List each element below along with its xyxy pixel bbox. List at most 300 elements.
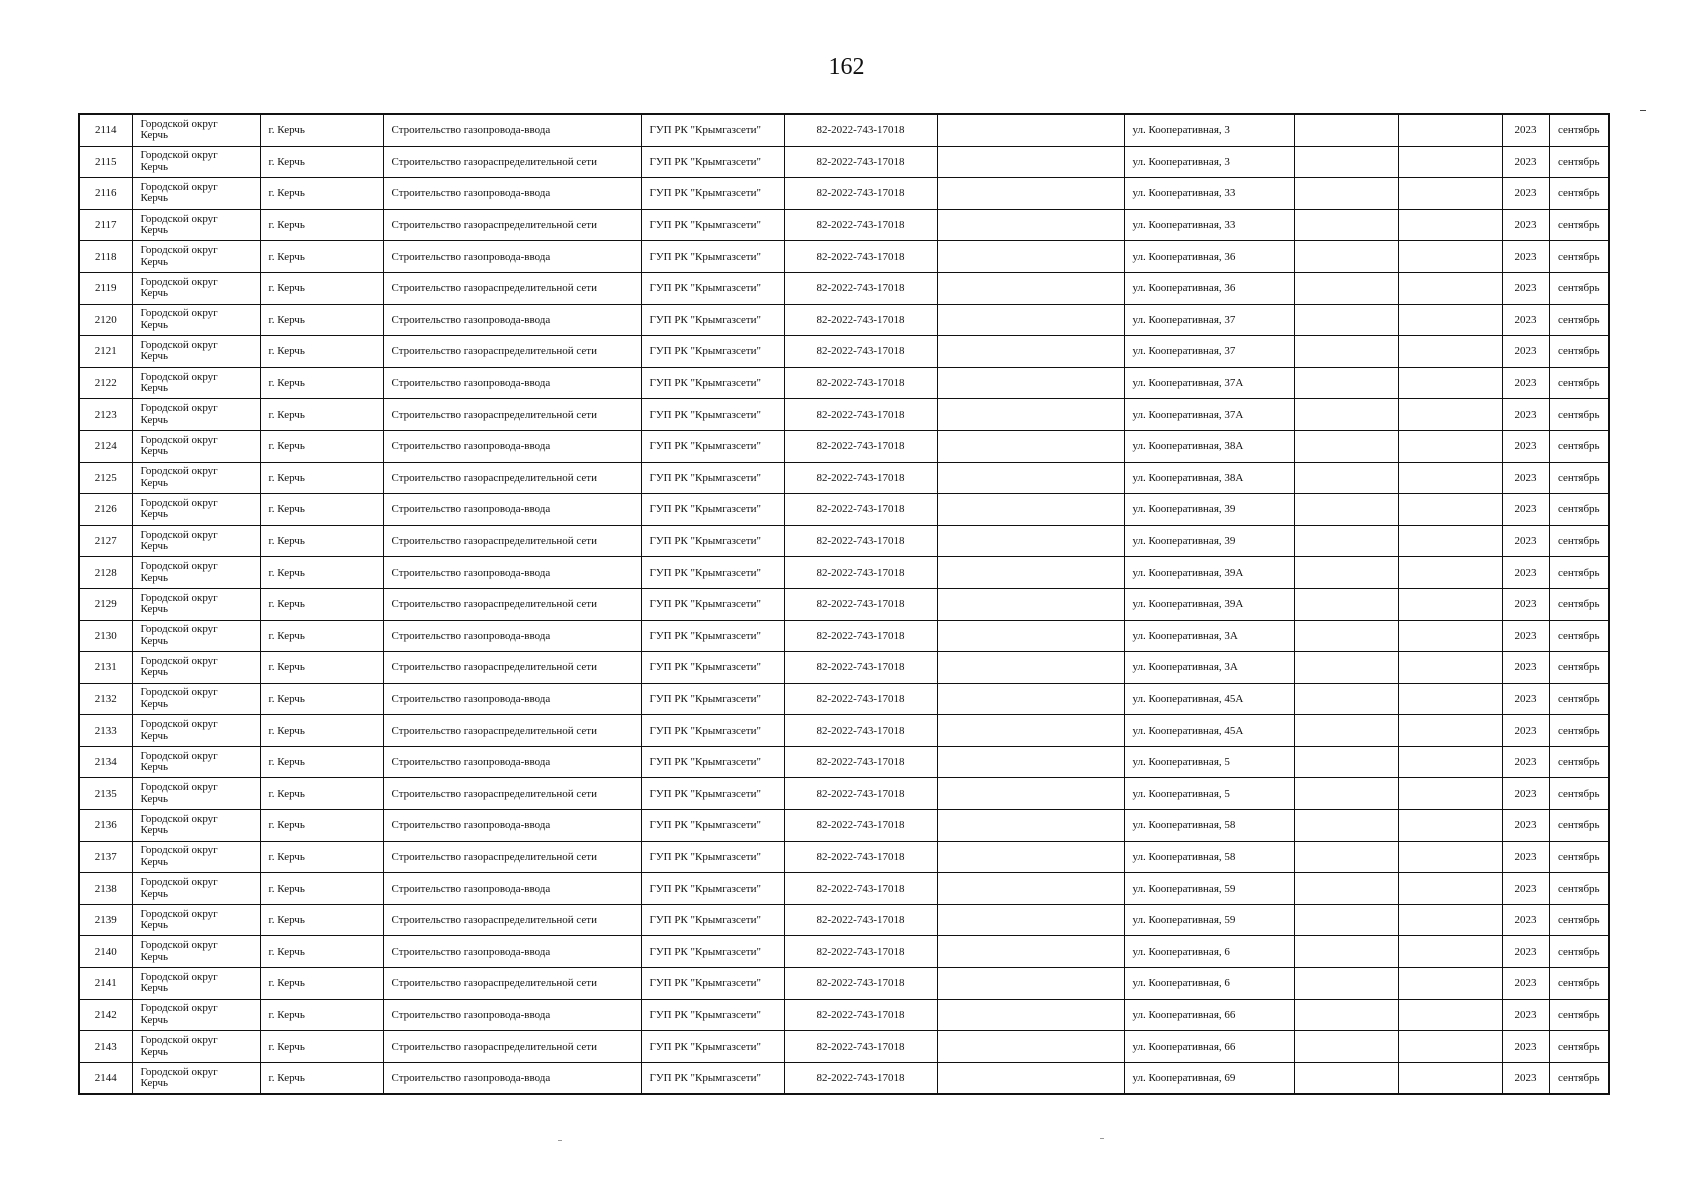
scan-speck bbox=[1640, 110, 1646, 111]
district-cell bbox=[132, 367, 260, 399]
row-number-cell: 2130 bbox=[79, 620, 132, 652]
empty-cell bbox=[937, 588, 1124, 620]
row-number-cell: 2119 bbox=[79, 272, 132, 304]
month-cell: сентябрь bbox=[1549, 114, 1609, 146]
row-number-cell: 2142 bbox=[79, 999, 132, 1031]
empty-cell bbox=[1294, 336, 1398, 368]
table-row bbox=[79, 1031, 1609, 1063]
address-cell: ул. Кооперативная, 39 bbox=[1124, 525, 1294, 557]
organization-cell: ГУП РК "Крымгазсети" bbox=[641, 841, 784, 873]
district-text: Городской округ Керчь bbox=[140, 496, 218, 521]
district-text: Городской округ Керчь bbox=[140, 402, 218, 426]
address-cell: ул. Кооперативная, 37 bbox=[1124, 336, 1294, 368]
month-cell: сентябрь bbox=[1549, 683, 1609, 715]
empty-cell bbox=[1294, 146, 1398, 178]
year-cell: 2023 bbox=[1502, 778, 1549, 810]
organization-cell: ГУП РК "Крымгазсети" bbox=[641, 399, 784, 431]
district-cell bbox=[132, 810, 260, 842]
district-text: Городской округ Керчь bbox=[140, 907, 218, 932]
month-cell: сентябрь bbox=[1549, 525, 1609, 557]
month-cell: сентябрь bbox=[1549, 999, 1609, 1031]
organization-cell: ГУП РК "Крымгазсети" bbox=[641, 652, 784, 684]
empty-cell bbox=[1294, 1031, 1398, 1063]
empty-cell bbox=[1398, 114, 1502, 146]
organization-cell: ГУП РК "Крымгазсети" bbox=[641, 936, 784, 968]
year-cell: 2023 bbox=[1502, 1031, 1549, 1063]
month-cell: сентябрь bbox=[1549, 336, 1609, 368]
year-cell: 2023 bbox=[1502, 336, 1549, 368]
year-cell: 2023 bbox=[1502, 178, 1549, 210]
empty-cell bbox=[1398, 841, 1502, 873]
district-cell bbox=[132, 999, 260, 1031]
work-type-cell: Строительство газопровода-ввода bbox=[383, 999, 641, 1031]
city-cell: г. Керчь bbox=[260, 494, 383, 526]
year-cell: 2023 bbox=[1502, 146, 1549, 178]
empty-cell bbox=[1294, 557, 1398, 589]
table-row bbox=[79, 272, 1609, 304]
district-text: Городской округ Керчь bbox=[140, 876, 218, 900]
city-cell: г. Керчь bbox=[260, 620, 383, 652]
registry-code-cell: 82-2022-743-17018 bbox=[784, 272, 937, 304]
empty-cell bbox=[937, 272, 1124, 304]
month-cell: сентябрь bbox=[1549, 778, 1609, 810]
work-type-cell: Строительство газопровода-ввода bbox=[383, 1062, 641, 1094]
address-cell: ул. Кооперативная, 36 bbox=[1124, 272, 1294, 304]
empty-cell bbox=[937, 399, 1124, 431]
empty-cell bbox=[937, 968, 1124, 1000]
organization-cell: ГУП РК "Крымгазсети" bbox=[641, 272, 784, 304]
organization-cell: ГУП РК "Крымгазсети" bbox=[641, 178, 784, 210]
address-cell: ул. Кооперативная, 37 bbox=[1124, 304, 1294, 336]
city-cell: г. Керчь bbox=[260, 652, 383, 684]
address-cell: ул. Кооперативная, 33 bbox=[1124, 178, 1294, 210]
empty-cell bbox=[1294, 304, 1398, 336]
city-cell: г. Керчь bbox=[260, 399, 383, 431]
row-number-cell: 2140 bbox=[79, 936, 132, 968]
work-type-cell: Строительство газораспределительной сети bbox=[383, 462, 641, 494]
year-cell: 2023 bbox=[1502, 746, 1549, 778]
empty-cell bbox=[1398, 272, 1502, 304]
month-cell: сентябрь bbox=[1549, 367, 1609, 399]
empty-cell bbox=[1398, 557, 1502, 589]
district-cell bbox=[132, 841, 260, 873]
month-cell: сентябрь bbox=[1549, 904, 1609, 936]
empty-cell bbox=[937, 494, 1124, 526]
table-row bbox=[79, 525, 1609, 557]
month-cell: сентябрь bbox=[1549, 462, 1609, 494]
address-cell: ул. Кооперативная, 58 bbox=[1124, 810, 1294, 842]
address-cell: ул. Кооперативная, 39А bbox=[1124, 557, 1294, 589]
work-type-cell: Строительство газопровода-ввода bbox=[383, 494, 641, 526]
district-cell bbox=[132, 178, 260, 210]
district-text: Городской округ Керчь bbox=[140, 718, 218, 742]
registry-code-cell: 82-2022-743-17018 bbox=[784, 399, 937, 431]
empty-cell bbox=[1398, 999, 1502, 1031]
work-type-cell: Строительство газораспределительной сети bbox=[383, 652, 641, 684]
organization-cell: ГУП РК "Крымгазсети" bbox=[641, 1062, 784, 1094]
district-text: Городской округ Керчь bbox=[140, 939, 218, 963]
empty-cell bbox=[1398, 746, 1502, 778]
year-cell: 2023 bbox=[1502, 241, 1549, 273]
row-number-cell: 2127 bbox=[79, 525, 132, 557]
city-cell: г. Керчь bbox=[260, 1031, 383, 1063]
table-row bbox=[79, 683, 1609, 715]
work-type-cell: Строительство газораспределительной сети bbox=[383, 209, 641, 241]
year-cell: 2023 bbox=[1502, 588, 1549, 620]
empty-cell bbox=[1294, 683, 1398, 715]
district-cell bbox=[132, 715, 260, 747]
row-number-cell: 2118 bbox=[79, 241, 132, 273]
row-number-cell: 2129 bbox=[79, 588, 132, 620]
scan-speck bbox=[1100, 1138, 1104, 1139]
month-cell: сентябрь bbox=[1549, 1031, 1609, 1063]
empty-cell bbox=[1294, 209, 1398, 241]
empty-cell bbox=[937, 652, 1124, 684]
district-text: Городской округ Керчь bbox=[140, 970, 218, 995]
month-cell: сентябрь bbox=[1549, 1062, 1609, 1094]
organization-cell: ГУП РК "Крымгазсети" bbox=[641, 810, 784, 842]
registry-code-cell: 82-2022-743-17018 bbox=[784, 430, 937, 462]
address-cell: ул. Кооперативная, 3А bbox=[1124, 652, 1294, 684]
organization-cell: ГУП РК "Крымгазсети" bbox=[641, 904, 784, 936]
year-cell: 2023 bbox=[1502, 841, 1549, 873]
district-cell bbox=[132, 968, 260, 1000]
address-cell: ул. Кооперативная, 59 bbox=[1124, 904, 1294, 936]
row-number-cell: 2122 bbox=[79, 367, 132, 399]
page-number: 162 bbox=[828, 54, 865, 80]
work-type-cell: Строительство газопровода-ввода bbox=[383, 873, 641, 905]
row-number-cell: 2144 bbox=[79, 1062, 132, 1094]
month-cell: сентябрь bbox=[1549, 746, 1609, 778]
city-cell: г. Керчь bbox=[260, 241, 383, 273]
district-cell bbox=[132, 1062, 260, 1094]
table-row bbox=[79, 336, 1609, 368]
organization-cell: ГУП РК "Крымгазсети" bbox=[641, 336, 784, 368]
row-number-cell: 2125 bbox=[79, 462, 132, 494]
empty-cell bbox=[937, 178, 1124, 210]
table-row bbox=[79, 557, 1609, 589]
organization-cell: ГУП РК "Крымгазсети" bbox=[641, 557, 784, 589]
month-cell: сентябрь bbox=[1549, 873, 1609, 905]
table-row bbox=[79, 620, 1609, 652]
empty-cell bbox=[937, 367, 1124, 399]
empty-cell bbox=[1294, 1062, 1398, 1094]
city-cell: г. Керчь bbox=[260, 367, 383, 399]
table-row bbox=[79, 999, 1609, 1031]
district-text: Городской округ Керчь bbox=[140, 212, 218, 237]
month-cell: сентябрь bbox=[1549, 399, 1609, 431]
empty-cell bbox=[1398, 652, 1502, 684]
table-row bbox=[79, 652, 1609, 684]
year-cell: 2023 bbox=[1502, 430, 1549, 462]
empty-cell bbox=[1294, 430, 1398, 462]
address-cell: ул. Кооперативная, 3А bbox=[1124, 620, 1294, 652]
district-text: Городской округ Керчь bbox=[140, 686, 218, 710]
year-cell: 2023 bbox=[1502, 525, 1549, 557]
city-cell: г. Керчь bbox=[260, 1062, 383, 1094]
organization-cell: ГУП РК "Крымгазсети" bbox=[641, 873, 784, 905]
registry-code-cell: 82-2022-743-17018 bbox=[784, 494, 937, 526]
empty-cell bbox=[937, 209, 1124, 241]
empty-cell bbox=[1294, 588, 1398, 620]
empty-cell bbox=[1294, 746, 1398, 778]
district-text: Городской округ Керчь bbox=[140, 307, 218, 331]
empty-cell bbox=[1294, 241, 1398, 273]
district-text: Городской округ Керчь bbox=[140, 749, 218, 774]
month-cell: сентябрь bbox=[1549, 841, 1609, 873]
empty-cell bbox=[1398, 399, 1502, 431]
city-cell: г. Керчь bbox=[260, 178, 383, 210]
work-type-cell: Строительство газопровода-ввода bbox=[383, 746, 641, 778]
district-text: Городской округ Керчь bbox=[140, 433, 218, 458]
table-row bbox=[79, 936, 1609, 968]
empty-cell bbox=[937, 841, 1124, 873]
table-row bbox=[79, 146, 1609, 178]
month-cell: сентябрь bbox=[1549, 209, 1609, 241]
row-number-cell: 2116 bbox=[79, 178, 132, 210]
empty-cell bbox=[1398, 1062, 1502, 1094]
district-text: Городской округ Керчь bbox=[140, 244, 218, 268]
city-cell: г. Керчь bbox=[260, 810, 383, 842]
address-cell: ул. Кооперативная, 3 bbox=[1124, 146, 1294, 178]
empty-cell bbox=[937, 114, 1124, 146]
address-cell: ул. Кооперативная, 38А bbox=[1124, 462, 1294, 494]
work-type-cell: Строительство газопровода-ввода bbox=[383, 241, 641, 273]
empty-cell bbox=[937, 304, 1124, 336]
month-cell: сентябрь bbox=[1549, 620, 1609, 652]
empty-cell bbox=[1294, 904, 1398, 936]
month-cell: сентябрь bbox=[1549, 272, 1609, 304]
district-text: Городской округ Керчь bbox=[140, 465, 218, 489]
district-text: Городской округ Керчь bbox=[140, 654, 218, 679]
row-number-cell: 2134 bbox=[79, 746, 132, 778]
registry-code-cell: 82-2022-743-17018 bbox=[784, 841, 937, 873]
month-cell: сентябрь bbox=[1549, 968, 1609, 1000]
empty-cell bbox=[937, 1062, 1124, 1094]
organization-cell: ГУП РК "Крымгазсети" bbox=[641, 746, 784, 778]
registry-code-cell: 82-2022-743-17018 bbox=[784, 146, 937, 178]
empty-cell bbox=[937, 715, 1124, 747]
district-cell bbox=[132, 683, 260, 715]
address-cell: ул. Кооперативная, 36 bbox=[1124, 241, 1294, 273]
work-type-cell: Строительство газопровода-ввода bbox=[383, 557, 641, 589]
empty-cell bbox=[1294, 494, 1398, 526]
district-text: Городской округ Керчь bbox=[140, 1002, 218, 1026]
table-row bbox=[79, 462, 1609, 494]
table-row bbox=[79, 778, 1609, 810]
organization-cell: ГУП РК "Крымгазсети" bbox=[641, 209, 784, 241]
empty-cell bbox=[1398, 494, 1502, 526]
city-cell: г. Керчь bbox=[260, 904, 383, 936]
year-cell: 2023 bbox=[1502, 968, 1549, 1000]
work-type-cell: Строительство газораспределительной сети bbox=[383, 272, 641, 304]
registry-table bbox=[78, 113, 1610, 1095]
month-cell: сентябрь bbox=[1549, 588, 1609, 620]
address-cell: ул. Кооперативная, 6 bbox=[1124, 968, 1294, 1000]
work-type-cell: Строительство газораспределительной сети bbox=[383, 841, 641, 873]
organization-cell: ГУП РК "Крымгазсети" bbox=[641, 620, 784, 652]
city-cell: г. Керчь bbox=[260, 968, 383, 1000]
registry-code-cell: 82-2022-743-17018 bbox=[784, 904, 937, 936]
empty-cell bbox=[937, 999, 1124, 1031]
empty-cell bbox=[937, 336, 1124, 368]
district-cell bbox=[132, 652, 260, 684]
work-type-cell: Строительство газопровода-ввода bbox=[383, 304, 641, 336]
district-text: Городской округ Керчь bbox=[140, 275, 218, 300]
registry-code-cell: 82-2022-743-17018 bbox=[784, 620, 937, 652]
year-cell: 2023 bbox=[1502, 936, 1549, 968]
month-cell: сентябрь bbox=[1549, 304, 1609, 336]
address-cell: ул. Кооперативная, 39А bbox=[1124, 588, 1294, 620]
address-cell: ул. Кооперативная, 66 bbox=[1124, 999, 1294, 1031]
organization-cell: ГУП РК "Крымгазсети" bbox=[641, 1031, 784, 1063]
city-cell: г. Керчь bbox=[260, 715, 383, 747]
district-text: Городской округ Керчь bbox=[140, 812, 218, 837]
organization-cell: ГУП РК "Крымгазсети" bbox=[641, 683, 784, 715]
organization-cell: ГУП РК "Крымгазсети" bbox=[641, 430, 784, 462]
address-cell: ул. Кооперативная, 66 bbox=[1124, 1031, 1294, 1063]
year-cell: 2023 bbox=[1502, 304, 1549, 336]
district-text: Городской округ Керчь bbox=[140, 591, 218, 616]
organization-cell: ГУП РК "Крымгазсети" bbox=[641, 715, 784, 747]
empty-cell bbox=[1398, 588, 1502, 620]
address-cell: ул. Кооперативная, 33 bbox=[1124, 209, 1294, 241]
row-number-cell: 2135 bbox=[79, 778, 132, 810]
empty-cell bbox=[1398, 336, 1502, 368]
year-cell: 2023 bbox=[1502, 114, 1549, 146]
empty-cell bbox=[937, 430, 1124, 462]
empty-cell bbox=[937, 810, 1124, 842]
empty-cell bbox=[937, 462, 1124, 494]
row-number-cell: 2137 bbox=[79, 841, 132, 873]
work-type-cell: Строительство газораспределительной сети bbox=[383, 904, 641, 936]
table-row bbox=[79, 1062, 1609, 1094]
district-cell bbox=[132, 209, 260, 241]
district-text: Городской округ Керчь bbox=[140, 528, 218, 553]
work-type-cell: Строительство газораспределительной сети bbox=[383, 146, 641, 178]
row-number-cell: 2114 bbox=[79, 114, 132, 146]
district-cell bbox=[132, 936, 260, 968]
empty-cell bbox=[937, 746, 1124, 778]
empty-cell bbox=[937, 904, 1124, 936]
district-text: Городской округ Керчь bbox=[140, 370, 218, 395]
year-cell: 2023 bbox=[1502, 999, 1549, 1031]
month-cell: сентябрь bbox=[1549, 936, 1609, 968]
district-cell bbox=[132, 525, 260, 557]
address-cell: ул. Кооперативная, 69 bbox=[1124, 1062, 1294, 1094]
registry-code-cell: 82-2022-743-17018 bbox=[784, 683, 937, 715]
address-cell: ул. Кооперативная, 37А bbox=[1124, 367, 1294, 399]
district-cell bbox=[132, 778, 260, 810]
table-row bbox=[79, 430, 1609, 462]
city-cell: г. Керчь bbox=[260, 873, 383, 905]
empty-cell bbox=[937, 557, 1124, 589]
city-cell: г. Керчь bbox=[260, 462, 383, 494]
registry-code-cell: 82-2022-743-17018 bbox=[784, 715, 937, 747]
district-text: Городской округ Керчь bbox=[140, 1034, 218, 1058]
row-number-cell: 2139 bbox=[79, 904, 132, 936]
table-row bbox=[79, 715, 1609, 747]
registry-code-cell: 82-2022-743-17018 bbox=[784, 968, 937, 1000]
district-text: Городской округ Керчь bbox=[140, 338, 218, 363]
empty-cell bbox=[937, 873, 1124, 905]
district-cell bbox=[132, 746, 260, 778]
month-cell: сентябрь bbox=[1549, 494, 1609, 526]
work-type-cell: Строительство газораспределительной сети bbox=[383, 968, 641, 1000]
row-number-cell: 2126 bbox=[79, 494, 132, 526]
row-number-cell: 2138 bbox=[79, 873, 132, 905]
work-type-cell: Строительство газопровода-ввода bbox=[383, 810, 641, 842]
row-number-cell: 2132 bbox=[79, 683, 132, 715]
empty-cell bbox=[1398, 462, 1502, 494]
organization-cell: ГУП РК "Крымгазсети" bbox=[641, 999, 784, 1031]
table-row bbox=[79, 178, 1609, 210]
scan-speck bbox=[558, 1140, 562, 1141]
work-type-cell: Строительство газопровода-ввода bbox=[383, 367, 641, 399]
row-number-cell: 2131 bbox=[79, 652, 132, 684]
registry-code-cell: 82-2022-743-17018 bbox=[784, 652, 937, 684]
table-row bbox=[79, 367, 1609, 399]
work-type-cell: Строительство газораспределительной сети bbox=[383, 715, 641, 747]
table-row bbox=[79, 968, 1609, 1000]
row-number-cell: 2117 bbox=[79, 209, 132, 241]
empty-cell bbox=[1398, 936, 1502, 968]
empty-cell bbox=[1294, 810, 1398, 842]
table-row bbox=[79, 904, 1609, 936]
address-cell: ул. Кооперативная, 59 bbox=[1124, 873, 1294, 905]
district-text: Городской округ Керчь bbox=[140, 117, 218, 142]
work-type-cell: Строительство газопровода-ввода bbox=[383, 683, 641, 715]
district-text: Городской округ Керчь bbox=[140, 560, 218, 584]
empty-cell bbox=[1294, 715, 1398, 747]
registry-code-cell: 82-2022-743-17018 bbox=[784, 746, 937, 778]
table-row bbox=[79, 304, 1609, 336]
empty-cell bbox=[1398, 1031, 1502, 1063]
month-cell: сентябрь bbox=[1549, 652, 1609, 684]
district-text: Городской округ Керчь bbox=[140, 180, 218, 205]
year-cell: 2023 bbox=[1502, 683, 1549, 715]
year-cell: 2023 bbox=[1502, 652, 1549, 684]
year-cell: 2023 bbox=[1502, 1062, 1549, 1094]
empty-cell bbox=[1398, 430, 1502, 462]
table-row bbox=[79, 241, 1609, 273]
work-type-cell: Строительство газопровода-ввода bbox=[383, 936, 641, 968]
address-cell: ул. Кооперативная, 5 bbox=[1124, 778, 1294, 810]
empty-cell bbox=[937, 525, 1124, 557]
work-type-cell: Строительство газораспределительной сети bbox=[383, 588, 641, 620]
row-number-cell: 2128 bbox=[79, 557, 132, 589]
work-type-cell: Строительство газораспределительной сети bbox=[383, 778, 641, 810]
district-cell bbox=[132, 557, 260, 589]
table-body bbox=[79, 114, 1609, 1094]
table-row bbox=[79, 494, 1609, 526]
registry-code-cell: 82-2022-743-17018 bbox=[784, 178, 937, 210]
district-cell bbox=[132, 272, 260, 304]
empty-cell bbox=[1398, 778, 1502, 810]
registry-code-cell: 82-2022-743-17018 bbox=[784, 525, 937, 557]
city-cell: г. Керчь bbox=[260, 746, 383, 778]
district-text: Городской округ Керчь bbox=[140, 1065, 218, 1090]
city-cell: г. Керчь bbox=[260, 146, 383, 178]
district-cell bbox=[132, 114, 260, 146]
empty-cell bbox=[1398, 304, 1502, 336]
empty-cell bbox=[1294, 367, 1398, 399]
year-cell: 2023 bbox=[1502, 873, 1549, 905]
address-cell: ул. Кооперативная, 37А bbox=[1124, 399, 1294, 431]
year-cell: 2023 bbox=[1502, 494, 1549, 526]
table-row bbox=[79, 399, 1609, 431]
month-cell: сентябрь bbox=[1549, 241, 1609, 273]
